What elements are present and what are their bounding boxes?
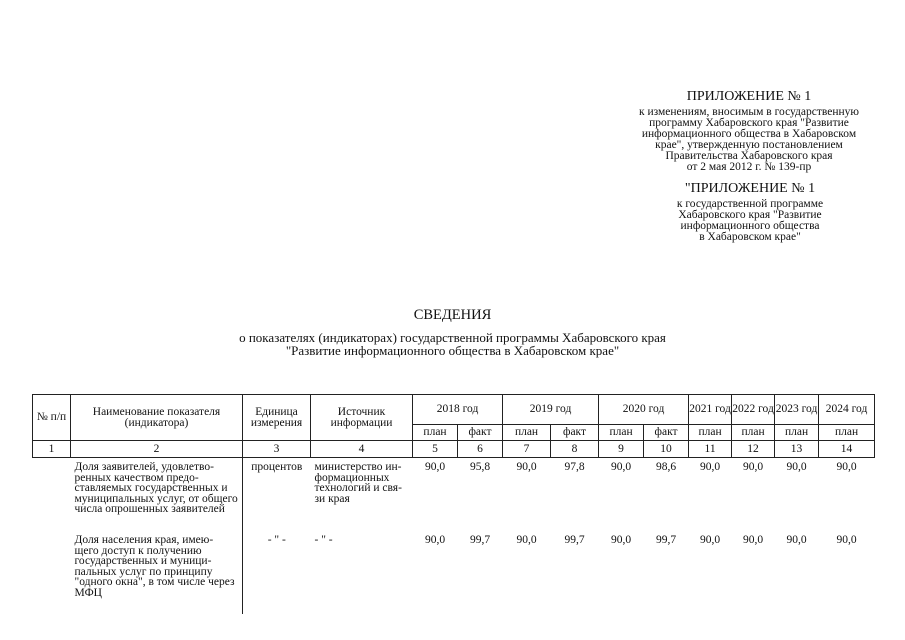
- column-number: 4: [311, 441, 413, 458]
- annex-changes-title: ПРИЛОЖЕНИЕ № 1: [686, 89, 812, 104]
- annex-program-title: "ПРИЛОЖЕНИЕ № 1: [684, 181, 816, 196]
- header-plan-2018: план: [413, 425, 458, 441]
- document-title: СВЕДЕНИЯ: [413, 307, 492, 323]
- value-2018-plan: 90,0: [424, 461, 446, 473]
- annex-program-line: Хабаровского края "Развитие: [678, 209, 822, 221]
- column-number: 11: [689, 441, 732, 458]
- header-year-2020: 2020 год: [599, 395, 689, 425]
- header-year-2021: 2021 год: [689, 395, 732, 425]
- row-num: [33, 458, 71, 534]
- annex-program-line: информационного общества: [680, 220, 820, 232]
- table-row: [33, 458, 875, 534]
- annex-changes-block: [618, 89, 880, 173]
- document-heading: [150, 307, 755, 357]
- header-num: № п/п: [33, 395, 71, 441]
- header-year-2018: 2018 год: [413, 395, 503, 425]
- indicator-name: Доля заявителей, удовлетво- ренных качеством предо- ставляемых государственных и муниципальных услуг, от общего числа опрошенных заявителей: [71, 458, 243, 534]
- value-2021-plan: 90,0: [699, 461, 721, 473]
- column-number: 2: [71, 441, 243, 458]
- header-year-2024: 2024 год: [819, 395, 875, 425]
- value-2021-plan: 90,0: [699, 534, 721, 546]
- value-2020-fact: 99,7: [655, 534, 677, 546]
- column-numbers-row: [33, 441, 875, 458]
- annex-program-line: в Хабаровском крае": [699, 231, 801, 243]
- value-2024-plan: 90,0: [836, 461, 857, 473]
- value-2022-plan: 90,0: [742, 461, 764, 473]
- value-2020-fact: 98,6: [655, 461, 677, 473]
- column-number: 13: [775, 441, 819, 458]
- header-plan-2023: план: [775, 425, 819, 441]
- value-2019-plan: 90,0: [516, 461, 537, 473]
- annex-changes-text: [618, 107, 880, 173]
- indicator-source: министерство ин- формационных технологий и свя- зи края: [314, 461, 402, 505]
- header-plan-2020: план: [599, 425, 644, 441]
- indicator-source: - " -: [314, 534, 333, 546]
- header-fact-2019: факт: [551, 425, 599, 441]
- annex-program-line: к государственной программе: [676, 198, 824, 210]
- annex-changes-line: программу Хабаровского края "Развитие: [649, 117, 849, 129]
- column-number: 8: [551, 441, 599, 458]
- header-fact-2018: факт: [458, 425, 503, 441]
- column-number: 6: [458, 441, 503, 458]
- annex-changes-line: Правительства Хабаровского края: [665, 150, 833, 162]
- annex-changes-line: от 2 мая 2012 г. № 139-пр: [686, 161, 812, 173]
- header-year-2019: 2019 год: [503, 395, 599, 425]
- value-2023-plan: 90,0: [786, 534, 807, 546]
- value-2019-plan: 90,0: [516, 534, 537, 546]
- header-unit: Единица измерения: [243, 395, 311, 441]
- indicator-unit: - " -: [267, 534, 286, 546]
- value-2019-fact: 99,7: [564, 534, 585, 546]
- indicator-unit: процентов: [251, 461, 303, 473]
- table-row: [33, 533, 875, 614]
- value-2022-plan: 90,0: [742, 534, 764, 546]
- column-number: 14: [819, 441, 875, 458]
- table-header-row: [33, 395, 875, 425]
- value-2019-fact: 97,8: [564, 461, 585, 473]
- column-number: 9: [599, 441, 644, 458]
- row-num: [33, 533, 71, 614]
- annex-program-block: [640, 181, 860, 243]
- header-plan-2022: план: [732, 425, 775, 441]
- header-source: Источник информации: [311, 395, 413, 441]
- header-plan-2024: план: [819, 425, 875, 441]
- annex-program-text: [640, 199, 860, 243]
- indicators-table: [32, 394, 875, 614]
- column-number: 3: [243, 441, 311, 458]
- document-subtitle-line: "Развитие информационного общества в Хабаровском крае": [285, 343, 620, 358]
- column-number: 10: [644, 441, 689, 458]
- header-fact-2020: факт: [644, 425, 689, 441]
- value-2020-plan: 90,0: [610, 461, 632, 473]
- annex-changes-line: крае", утвержденную постановлением: [655, 139, 843, 151]
- header-name: Наименование показателя (индикатора): [71, 395, 243, 441]
- indicator-name: Доля населения края, имею- щего доступ к получению государственных и муници- пальных услуг по принципу "одного окна", в том числе через МФЦ: [71, 533, 243, 614]
- value-2020-plan: 90,0: [610, 534, 632, 546]
- column-number: 7: [503, 441, 551, 458]
- header-year-2023: 2023 год: [775, 395, 819, 425]
- annex-changes-line: информационного общества в Хабаровском: [641, 128, 857, 140]
- document-subtitle-line: о показателях (индикаторах) государственной программы Хабаровского края: [239, 330, 666, 345]
- value-2018-fact: 99,7: [469, 534, 491, 546]
- column-number: 1: [33, 441, 71, 458]
- annex-changes-line: к изменениям, вносимым в государственную: [639, 106, 859, 118]
- value-2023-plan: 90,0: [786, 461, 807, 473]
- value-2018-fact: 95,8: [469, 461, 491, 473]
- header-plan-2021: план: [689, 425, 732, 441]
- value-2018-plan: 90,0: [424, 534, 446, 546]
- value-2024-plan: 90,0: [836, 534, 857, 546]
- column-number: 5: [413, 441, 458, 458]
- header-plan-2019: план: [503, 425, 551, 441]
- header-year-2022: 2022 год: [732, 395, 775, 425]
- column-number: 12: [732, 441, 775, 458]
